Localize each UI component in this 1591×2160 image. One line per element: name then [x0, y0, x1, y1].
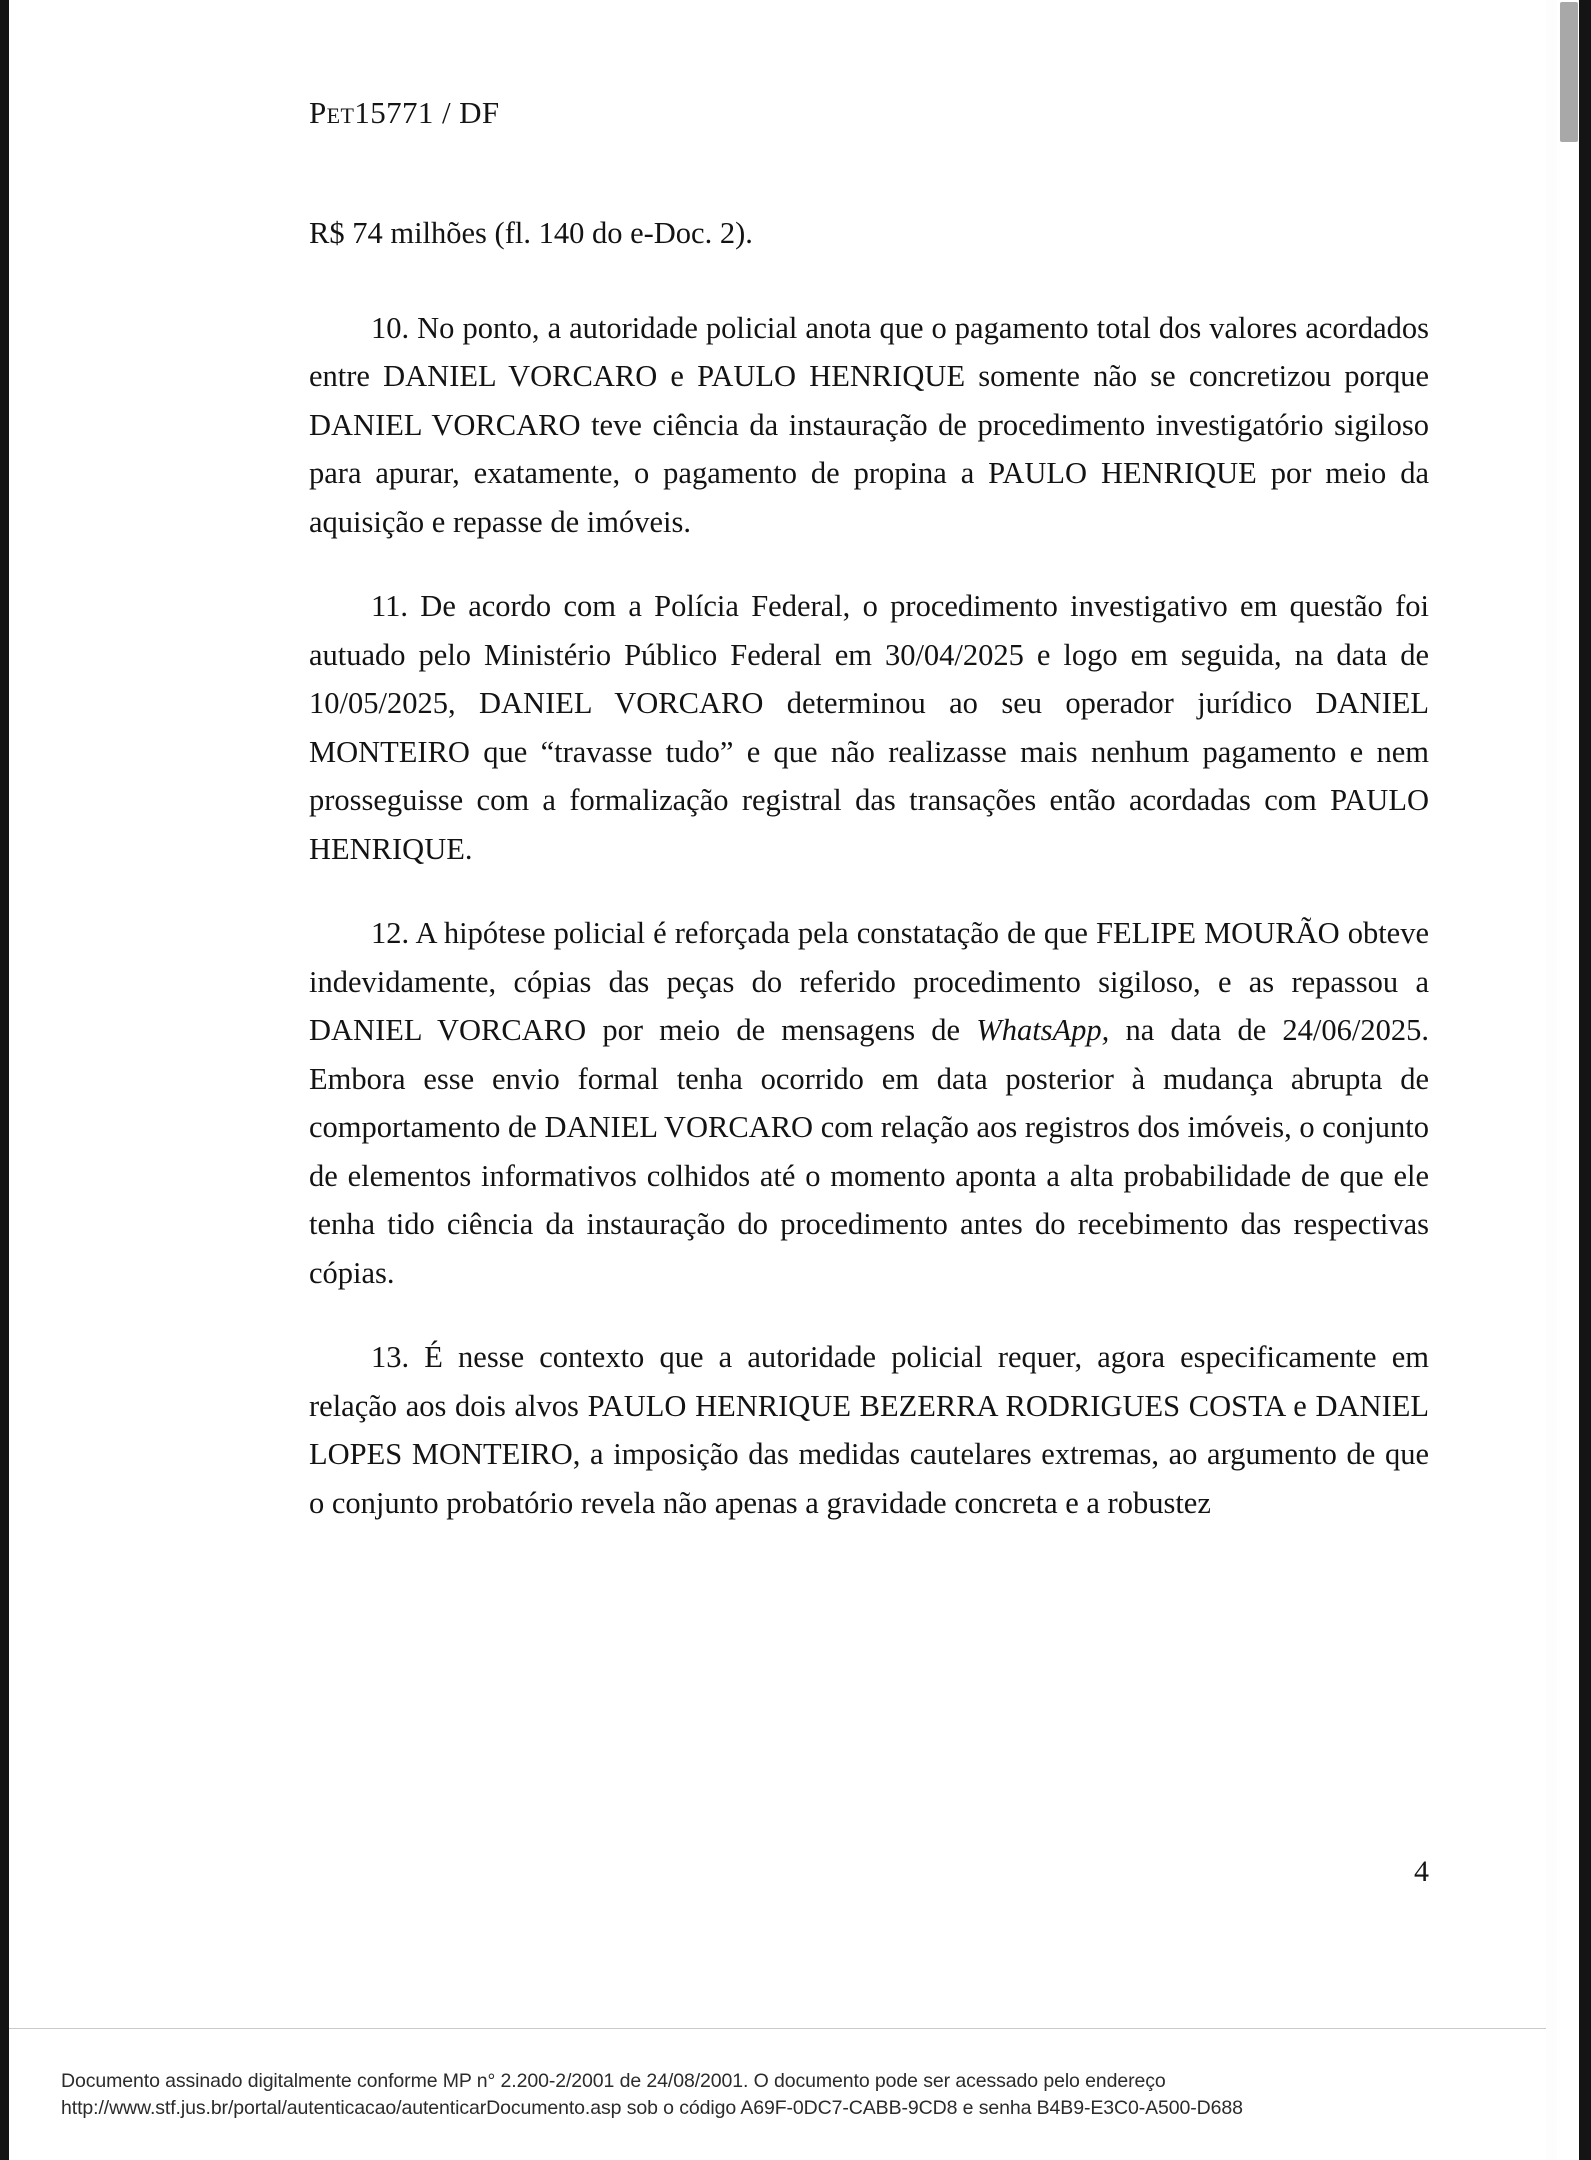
paragraph-13: 13. É nesse contexto que a autoridade policial requer, agora especificamente em relação aos dois alvos PAULO HENRIQUE BEZERRA RODRIGUES COSTA e DANIEL LOPES MONTEIRO, a imposição das medidas cautelares extremas, ao argumento de que o conjunto probatório revela não apenas a gravidade concreta e a robustez	[309, 1340, 1429, 1520]
footer-line-url-code: http://www.stf.jus.br/portal/autenticacao/autenticarDocumento.asp sob o código A69F-0DC7-CABB-9CD8 e senha B4B9-E3C0-A500-D688	[61, 2097, 1243, 2119]
page-number: 4	[1414, 1855, 1429, 1888]
whatsapp-mention: WhatsApp,	[976, 1013, 1110, 1047]
paragraph-12-part-2: na data de 24/06/2025. Embora esse envio formal tenha ocorrido em data posterior à mudança abrupta de comportamento de DANIEL VORCARO com relação aos registros dos imóveis, o conjunto de elementos informativos colhidos até o momento aponta a alta probabilidade de que ele tenha tido ciência da instauração do procedimento antes do recebimento das respectivas cópias.	[309, 1013, 1429, 1290]
case-number: 15771 / DF	[354, 95, 500, 130]
page-title	[309, 95, 1429, 131]
paragraph-10: 10. No ponto, a autoridade policial anota que o pagamento total dos valores acordados entre DANIEL VORCARO e PAULO HENRIQUE somente não se concretizou porque DANIEL VORCARO teve ciência da instauração de procedimento investigatório sigiloso para apurar, exatamente, o pagamento de propina a PAULO HENRIQUE por meio da aquisição e repasse de imóveis.	[309, 310, 1429, 539]
viewer-right-edge	[1579, 0, 1591, 2160]
paragraph-continuation: R$ 74 milhões (fl. 140 do e-Doc. 2).	[309, 216, 753, 250]
footer-line-signature: Documento assinado digitalmente conforme MP n° 2.200-2/2001 de 24/08/2001. O documento pode ser acessado pelo endereço	[61, 2070, 1166, 2092]
document-text-body	[309, 95, 1429, 1563]
scrollbar-thumb[interactable]	[1560, 2, 1578, 142]
case-prefix: Pet	[309, 95, 355, 130]
document-footer	[61, 2068, 1461, 2122]
page-content-area	[9, 0, 1546, 2160]
paragraph-11: 11. De acordo com a Polícia Federal, o procedimento investigativo em questão foi autuado pelo Ministério Público Federal em 30/04/2025 e logo em seguida, na data de 10/05/2025, DANIEL VORCARO determinou ao seu operador jurídico DANIEL MONTEIRO que “travasse tudo” e que não realizasse mais nenhum pagamento e nem prosseguisse com a formalização registral das transações então acordadas com PAULO HENRIQUE.	[309, 589, 1429, 866]
scrollbar-track[interactable]	[1557, 0, 1579, 2160]
footer-divider	[9, 2028, 1546, 2029]
document-page	[9, 0, 1568, 2160]
paragraph-12-part-1: 12. A hipótese policial é reforçada pela constatação de que FELIPE MOURÃO obteve indevidamente, cópias das peças do referido procedimento sigiloso, e as repassou a DANIEL VORCARO por meio de mensagens de	[309, 916, 1429, 1047]
viewer-left-edge	[0, 0, 9, 2160]
paragraph-12	[309, 909, 1429, 1297]
